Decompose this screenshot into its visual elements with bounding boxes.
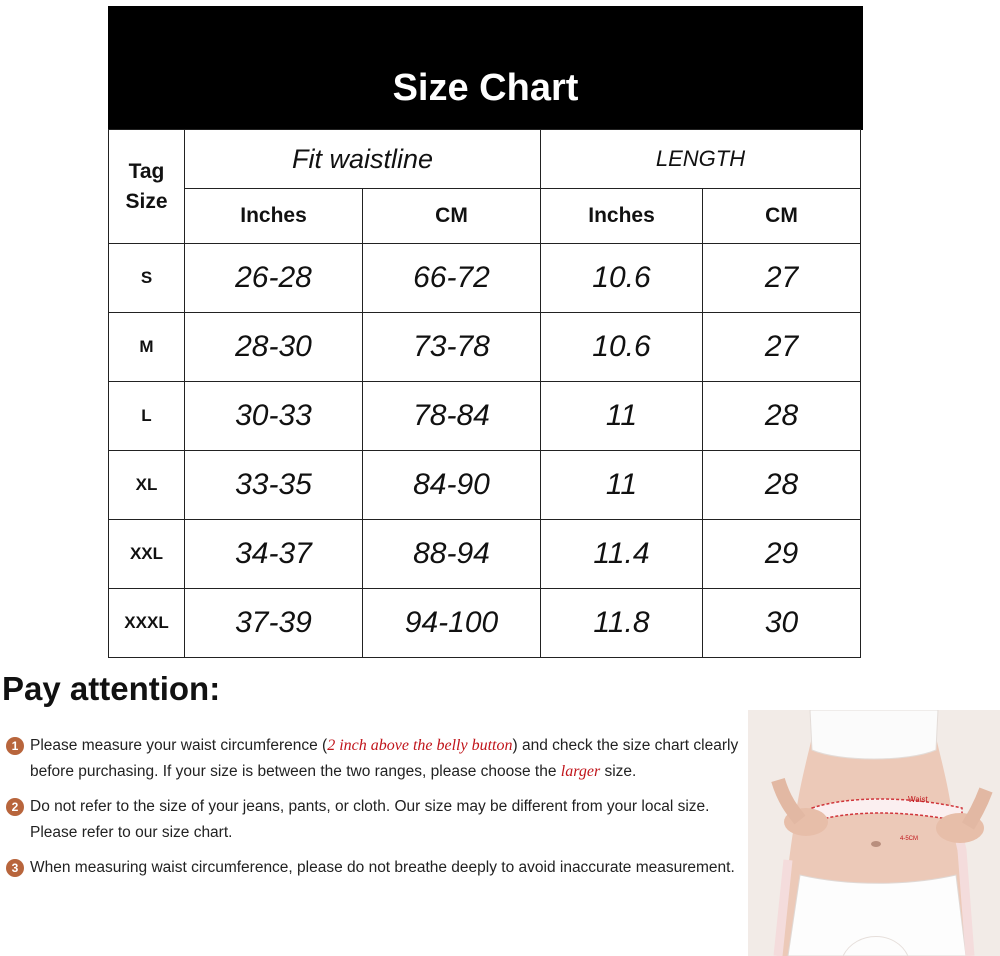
tag-size-cell: XXXL: [109, 589, 185, 658]
size-chart-table: [108, 129, 861, 658]
number-badge-icon: 1: [6, 737, 24, 755]
attention-notes: [6, 733, 746, 891]
length-inches-cell: 10.6: [541, 244, 703, 313]
waist-inches-cell: 30-33: [185, 382, 363, 451]
table-row: [109, 382, 861, 451]
length-inches-cell: 11.4: [541, 520, 703, 589]
waist-inches-cell: 28-30: [185, 313, 363, 382]
waist-inches-header: Inches: [185, 189, 363, 244]
length-header: LENGTH: [541, 130, 861, 189]
length-cm-header: CM: [703, 189, 861, 244]
attention-note-1: [6, 733, 746, 784]
belly-button-highlight: 2 inch above the belly button: [327, 737, 513, 754]
waist-cm-cell: 73-78: [363, 313, 541, 382]
attention-note-3: [6, 855, 746, 881]
length-inches-cell: 10.6: [541, 313, 703, 382]
tag-size-cell: S: [109, 244, 185, 313]
length-inches-header: Inches: [541, 189, 703, 244]
tape-offset-label: 4-5CM: [900, 836, 919, 842]
waist-inches-cell: 37-39: [185, 589, 363, 658]
waist-cm-cell: 94-100: [363, 589, 541, 658]
tape-waist-label: Waist: [908, 795, 928, 804]
length-inches-cell: 11.8: [541, 589, 703, 658]
length-cm-cell: 27: [703, 244, 861, 313]
length-cm-cell: 29: [703, 520, 861, 589]
note-text: Please measure your waist circumference (: [30, 737, 328, 754]
tag-size-cell: XL: [109, 451, 185, 520]
waist-inches-cell: 33-35: [185, 451, 363, 520]
waist-cm-cell: 84-90: [363, 451, 541, 520]
length-cm-cell: 30: [703, 589, 861, 658]
note-text: When measuring waist circumference, please do not breathe deeply to avoid inaccurate measurement.: [30, 859, 735, 876]
note-text: ) and check the size chart clearly before purchasing. If your size is between the two ranges, please choose the: [30, 737, 739, 780]
note-text: Do not refer to the size of your jeans, pants, or cloth. Our size may be different from your local size. Please refer to our size chart.: [30, 798, 710, 841]
tag-size-header-line2: Size: [125, 189, 168, 213]
number-badge-icon: 2: [6, 798, 24, 816]
tag-size-cell: M: [109, 313, 185, 382]
table-row: [109, 520, 861, 589]
table-row: [109, 313, 861, 382]
length-cm-cell: 27: [703, 313, 861, 382]
table-group-header-row: [109, 130, 861, 189]
tag-size-cell: L: [109, 382, 185, 451]
waist-measurement-photo: [748, 710, 1000, 956]
waist-inches-cell: 26-28: [185, 244, 363, 313]
tag-size-cell: XXL: [109, 520, 185, 589]
tag-size-header-line1: Tag: [128, 159, 165, 183]
length-inches-cell: 11: [541, 382, 703, 451]
length-cm-cell: 28: [703, 382, 861, 451]
attention-note-2: [6, 794, 746, 845]
waist-cm-cell: 78-84: [363, 382, 541, 451]
number-badge-icon: 3: [6, 859, 24, 877]
pay-attention-heading: Pay attention:: [2, 670, 221, 707]
table-unit-header-row: [109, 189, 861, 244]
larger-highlight: larger: [560, 762, 601, 780]
size-chart-header: [108, 6, 863, 130]
note-text: size.: [600, 762, 637, 780]
table-row: [109, 244, 861, 313]
model-measuring-waist-illustration: [748, 710, 1000, 956]
tag-size-header: [109, 130, 185, 244]
fit-waistline-header: Fit waistline: [185, 130, 541, 189]
waist-cm-header: CM: [363, 189, 541, 244]
table-row: [109, 451, 861, 520]
waist-inches-cell: 34-37: [185, 520, 363, 589]
size-chart-title: Size Chart: [392, 67, 579, 109]
waist-cm-cell: 88-94: [363, 520, 541, 589]
table-row: [109, 589, 861, 658]
length-inches-cell: 11: [541, 451, 703, 520]
length-cm-cell: 28: [703, 451, 861, 520]
waist-cm-cell: 66-72: [363, 244, 541, 313]
